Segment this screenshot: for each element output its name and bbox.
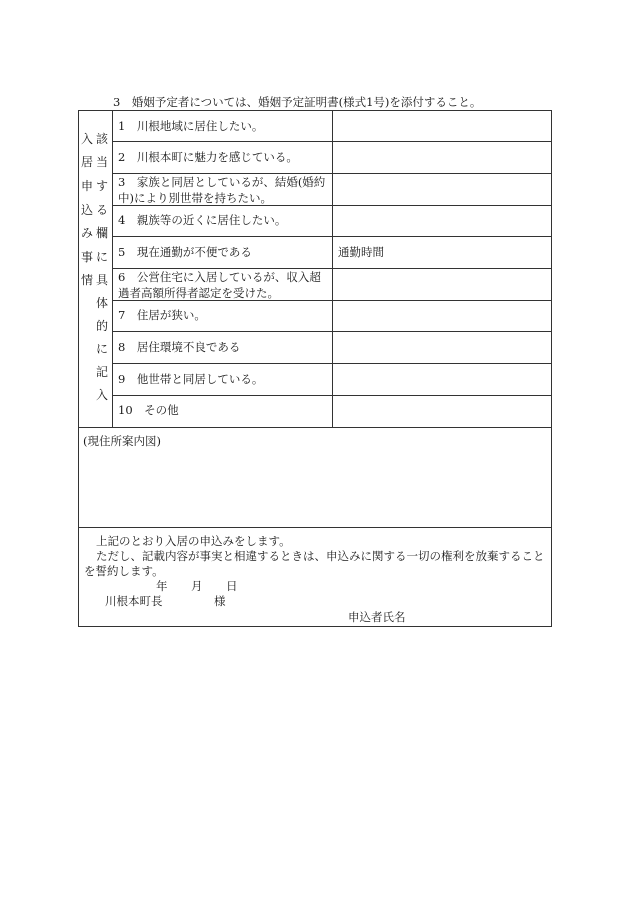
label-char: 該 (95, 132, 108, 146)
label-char: る (95, 203, 108, 217)
row-divider (112, 331, 552, 332)
reason-item: 9 他世帯と同居している。 (118, 372, 264, 386)
date-month-label: 月 (191, 579, 203, 593)
addressee: 川根本町長 (105, 594, 163, 608)
row-divider (112, 141, 552, 142)
label-char: 申 (80, 179, 93, 193)
label-char: 当 (95, 155, 108, 169)
label-char: 事 (80, 250, 93, 264)
attachment-note: 3 婚姻予定者については、婚姻予定証明書(様式1号)を添付すること。 (113, 95, 482, 109)
declaration-line: ただし、記載内容が事実と相違するときは、申込みに関する一切の権利を放棄すること (96, 549, 545, 563)
honorific: 様 (214, 594, 226, 608)
reason-item: 3 家族と同居としているが、結婚(婚約中)により別世帯を持ちたい。 (118, 175, 326, 205)
section-divider (78, 427, 552, 428)
label-char: 居 (80, 155, 93, 169)
label-char: 体 (95, 296, 108, 310)
label-char: 記 (95, 365, 108, 379)
reason-item: 10 その他 (118, 403, 179, 417)
reason-item: 6 公営住宅に入居しているが、収入超過者高額所得者認定を受けた。 (118, 270, 321, 300)
label-char: 具 (95, 273, 108, 287)
row-divider (112, 395, 552, 396)
label-char: 込 (80, 203, 93, 217)
reason-item: 2 川根本町に魅力を感じている。 (118, 150, 298, 164)
label-char: に (95, 250, 108, 264)
reason-item: 4 親族等の近くに居住したい。 (118, 213, 287, 227)
reason-item: 1 川根地域に居住したい。 (118, 119, 264, 133)
label-char: 入 (80, 132, 93, 146)
map-section-title: (現住所案内図) (83, 434, 161, 448)
reason-item: 7 住居が狭い。 (118, 308, 206, 322)
reason-detail-field[interactable]: 通勤時間 (338, 245, 384, 259)
label-char: 的 (95, 319, 108, 333)
declaration-line: 上記のとおり入居の申込みをします。 (96, 534, 291, 548)
reason-item: 8 居住環境不良である (118, 340, 241, 354)
label-char: 情 (80, 273, 93, 287)
row-divider (112, 236, 552, 237)
label-char: に (95, 342, 108, 356)
date-year-label: 年 (156, 579, 168, 593)
label-char: み (80, 226, 93, 240)
label-char: す (95, 179, 108, 193)
date-day-label: 日 (226, 579, 238, 593)
section-divider (78, 527, 552, 528)
label-char: 入 (95, 388, 108, 402)
declaration-line: を誓約します。 (84, 564, 164, 578)
reason-item: 5 現在通勤が不便である (118, 245, 252, 259)
applicant-name-label: 申込者氏名 (348, 610, 406, 624)
label-char: 欄 (95, 226, 108, 240)
row-divider (112, 363, 552, 364)
